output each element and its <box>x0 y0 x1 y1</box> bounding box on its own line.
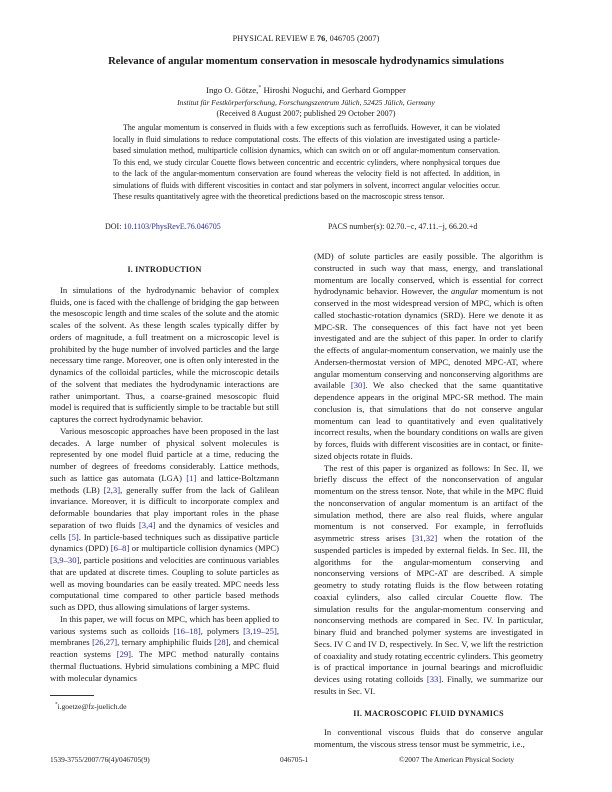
abstract: The angular momentum is conserved in fluids with a few exceptions such as ferrofluids. However, it can be violated locally in fluid simulations to reduce computational costs. The effects of this violation are investigated using a particle-based simulation method, multiparticle collision dynamics, which can switch on or off angular-momentum conservation. To this end, we study circular Couette flows between concentric and eccentric cylinders, where nonphysical torques due to the lack of the angular-momentum conservation are found whereas the velocity field is not affected. In addition, in simulations of fluids with different viscosities in contact and star polymers in solvent, incorrect angular velocities occur. These results quantitatively agree with the theoretical predictions based on the macroscopic stress tensor. <box>113 123 500 202</box>
footer-copyright: ©2007 The American Physical Society <box>399 755 515 764</box>
paragraph: Various mesoscopic approaches have been proposed in the last decades. A large number of physical solvent molecules is represented by one model fluid particle at a time, reducing the number of degrees of freedoms considerably. Lattice methods, such as lattice gas automata (LGA) [1] and lattice-Boltzmann methods (LB) [2,3], generally suffer from the lack of Galilean invariance. Moreover, it is difficult to incorporate complex and deformable boundaries that play important roles in the phase separation of two fluids [3,4] and the dynamics of vesicles and cells [5]. In particle-based techniques such as dissipative particle dynamics (DPD) [6–8] or multiparticle collision dynamics (MPC) [3,9–30], particle positions and velocities are continuous variables that are updated at discrete times. Coupling to solute particles as well as moving boundaries can be easily treated. MPC needs less computational time compared to other particle based methods such as DPD, thus allowing simulations of larger systems. <box>50 425 280 612</box>
citation-link[interactable]: [26,27] <box>92 637 118 648</box>
right-column <box>314 251 543 751</box>
citation-link[interactable]: [29] <box>116 649 132 659</box>
paragraph: In this paper, we will focus on MPC, which has been applied to various systems such as colloids [16–18], polymers [3,19–25], membranes [26,27], ternary amphiphilic fluids [28], and chemical reaction systems [29]. The MPC method naturally contains thermal fluctuations. Hybrid simulations combining a MPC fluid with molecular dynamics <box>50 613 280 683</box>
author-names: Hiroshi Noguchi, and Gerhard Gompper <box>261 85 406 95</box>
article-info: , 046705 (2007) <box>325 34 380 43</box>
doi-link[interactable]: 10.1103/PhysRevE.76.046705 <box>123 222 221 231</box>
journal-volume: 76 <box>316 34 326 43</box>
footnote <box>55 702 126 711</box>
pacs-numbers: PACS number(s): 02.70.−c, 47.11.−j, 66.20.+d <box>328 222 478 231</box>
footnote-divider <box>50 695 94 696</box>
section-heading-introduction: I. INTRODUCTION <box>127 265 202 274</box>
received-dates: (Received 8 August 2007; published 29 October 2007) <box>216 109 396 118</box>
citation-link[interactable]: [16–18] <box>173 625 201 636</box>
journal-name: PHYSICAL REVIEW E <box>232 34 317 43</box>
footnote-mark: * <box>55 702 58 708</box>
paragraph: The rest of this paper is organized as follows: In Sec. II, we briefly discuss the effect of the nonconservation of angular momentum on the stress tensor. Note, that while in the MPC fluid the nonconservation of angular momentum is an artifact of the simulation method, there are also real fluids, where angular momentum is not conserved. For example, in ferrofluids asymmetric stress arises [31,32] when the rotation of the suspended particles is impeded by external fields. In Sec. III, the algorithms for the angular-momentum conserving and nonconserving versions of MPC-AT are described. A simple geometry to study rotating fluids is the flow between rotating coaxial cylinders, also called circular Couette flow. The simulation results for the angular-momentum conserving and nonconserving methods are compared in Sec. IV. In particular, binary fluid and branched polymer systems are investigated in Secs. IV C and IV D, respectively. In Sec. V, we lift the restriction of coaxiality and study rotating eccentric cylinders. This geometry is of practical importance in journal bearings and microfluidic devices using rotating colloids [33]. Finally, we summarize our results in Sec. VI. <box>314 462 543 696</box>
paragraph: In simulations of the hydrodynamic behavior of complex fluids, one is faced with the challenge of bridging the gap between the mesoscopic length and time scales of the solute and the atomic scales of the solvent. As these length scales typically differ by orders of magnitude, a full treatment on a microscopic level is prohibited by the huge number of involved particles and the large necessary time range. Moreover, one is often only interested in the dynamics of the colloidal particles, while the microscopic details of the solvent that mediates the hydrodynamic interactions are rather unimportant. Thus, a coarse-grained mesoscopic fluid model is required that is sufficiently simple to be tractable but still captures the correct hydrodynamic behavior. <box>50 284 279 424</box>
paragraph: In conventional viscous fluids that do conserve angular momentum, the viscous stress tensor must be symmetric, i.e., <box>314 727 543 749</box>
affiliation: Institut für Festkörperforschung, Forschungszentrum Jülich, 52425 Jülich, Germany <box>177 98 435 107</box>
citation-link[interactable]: [3,19–25] <box>243 625 277 636</box>
citation-link[interactable]: [3,4] <box>138 519 156 530</box>
author-name: Ingo O. Götze, <box>206 85 259 95</box>
citation-link[interactable]: [28] <box>214 637 229 648</box>
footer-issn: 1539-3755/2007/76(4)/046705(9) <box>50 755 150 764</box>
citation-link[interactable]: [5] <box>68 531 79 542</box>
citation-link[interactable]: [31,32] <box>412 533 438 543</box>
footer-page-number: 046705-1 <box>280 755 309 764</box>
emphasis: angular <box>451 286 479 297</box>
author-list <box>0 85 612 95</box>
citation-link[interactable]: [1] <box>186 472 197 483</box>
citation-link[interactable]: [3,9–30] <box>50 555 80 565</box>
paper-title: Relevance of angular momentum conservation in mesoscale hydrodynamics simulations <box>108 56 504 67</box>
citation-link[interactable]: [2,3] <box>103 484 121 495</box>
author-email[interactable]: i.goetze@fz-juelich.de <box>57 702 127 711</box>
paragraph: (MD) of solute particles are easily possible. The algorithm is constructed in such way that mass, energy, and translational momentum are locally conserved, which is essential for correct hydrodynamic behavior. However, the angular momentum is not conserved in the most widespread version of MPC, which is often called stochastic-rotation dynamics (SRD). Here we denote it as MPC-SR. The consequences of this fact have not yet been investigated and are the subject of this paper. In order to clarify the effects of angular-momentum conservation, we mainly use the Andersen-thermostat version of MPC, denoted MPC-AT, where angular momentum conserving and nonconserving algorithms are available [30]. We also checked that the same quantitative dependence appears in the original MPC-SR method. The main conclusion is, that simulations that do not conserve angular momentum can lead to quantitatively and even qualitatively incorrect results, when the boundary conditions on walls are given by forces, fluids with different viscosities are in contact, or finite-sized objects rotate in fluids. <box>314 251 543 461</box>
citation-link[interactable]: [6–8] <box>110 543 130 554</box>
journal-header <box>0 34 612 43</box>
citation-link[interactable]: [33] <box>426 674 442 684</box>
citation-link[interactable]: [30] <box>350 380 366 391</box>
doi-label: DOI: <box>105 222 124 231</box>
left-column <box>50 264 279 684</box>
section-heading-macroscopic: II. MACROSCOPIC FLUID DYNAMICS <box>353 708 504 718</box>
doi-line <box>105 222 221 231</box>
footnote-mark-link[interactable]: * <box>258 85 262 92</box>
